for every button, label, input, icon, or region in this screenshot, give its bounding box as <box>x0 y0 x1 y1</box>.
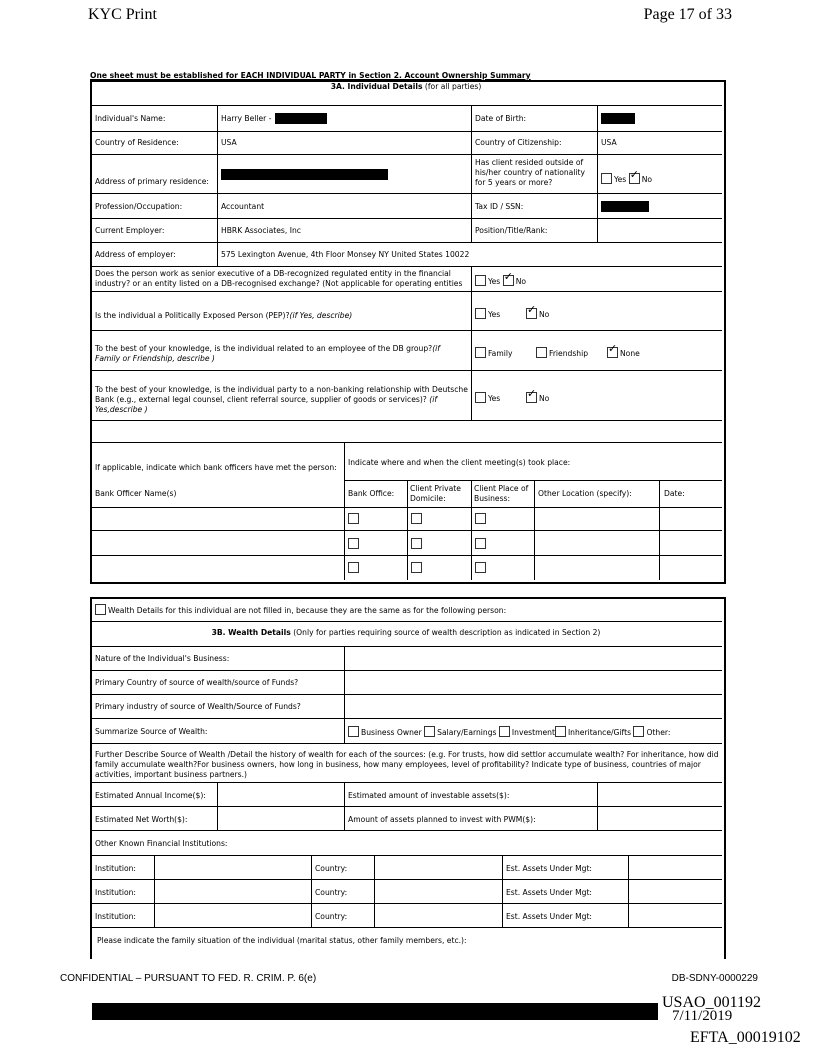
col-date: Date: <box>664 489 685 498</box>
investment-checkbox[interactable] <box>499 726 510 737</box>
party-yes-checkbox[interactable] <box>475 392 486 403</box>
confidential-notice: CONFIDENTIAL – PURSUANT TO FED. R. CRIM. P. 6(e) <box>60 973 317 984</box>
business-checkbox-2[interactable] <box>475 538 486 549</box>
print-header-title: KYC Print <box>88 6 157 23</box>
assets-pwm-label: Amount of assets planned to invest with PWM($): <box>348 815 536 824</box>
redaction-address <box>221 169 388 180</box>
est-assets-label-1: Est. Assets Under Mgt: <box>506 864 592 873</box>
stamp-date: 7/11/2019 <box>672 1008 733 1024</box>
meeting-label: Indicate where and when the client meeting(s) took place: <box>348 458 571 467</box>
wealth-source-options: Business Owner Salary/Earnings Investment Inheritance/Gifts Other: <box>348 726 670 738</box>
country-label-3: Country: <box>315 912 348 921</box>
domicile-checkbox-3[interactable] <box>411 562 422 573</box>
inheritance-checkbox[interactable] <box>555 726 566 737</box>
section-3a-title: 3A. Individual Details (for all parties) <box>330 82 482 91</box>
officers-label: If applicable, indicate which bank officers have met the person: <box>95 463 337 472</box>
business-owner-checkbox[interactable] <box>348 726 359 737</box>
same-as-checkbox[interactable] <box>95 604 106 615</box>
intro-instruction: One sheet must be established for EACH INDIVIDUAL PARTY in Section 2. Account Ownership Summary <box>90 71 531 80</box>
family-situation-label: Please indicate the family situation of the individual (marital status, other family members, etc.): <box>97 936 467 945</box>
profession-label: Profession/Occupation: <box>95 202 183 211</box>
institution-label-1: Institution: <box>95 864 136 873</box>
other-checkbox[interactable] <box>633 726 644 737</box>
redaction-name <box>275 113 327 124</box>
related-question: To the best of your knowledge, is the individual related to an employee of the DB group?(if Family or Friendship, describe ) <box>95 344 440 363</box>
name-label: Individual's Name: <box>95 114 166 123</box>
annual-income-label: Estimated Annual Income($): <box>95 791 206 800</box>
col-domicile: Client Private Domicile: <box>410 484 461 503</box>
col-other: Other Location (specify): <box>538 489 632 498</box>
taxid-label: Tax ID / SSN: <box>475 202 524 211</box>
redaction-footer <box>92 1003 658 1020</box>
employer-address-value: 575 Lexington Avenue, 4th Floor Monsey NY United States 10022 <box>221 250 470 259</box>
resided-outside-answer: Yes ✓ No <box>601 173 652 185</box>
related-friendship-checkbox[interactable] <box>536 347 547 358</box>
section-3a-box <box>90 80 726 584</box>
investable-assets-label: Estimated amount of investable assets($): <box>348 791 510 800</box>
position-label: Position/Title/Rank: <box>475 226 548 235</box>
country-label-2: Country: <box>315 888 348 897</box>
citizenship-label: Country of Citizenship: <box>475 138 562 147</box>
resided-yes-checkbox[interactable] <box>601 173 612 184</box>
same-as-statement: Wealth Details for this individual are not filled in, because they are the same as for the following person: <box>95 604 506 616</box>
bates-number: DB-SDNY-0000229 <box>671 973 758 984</box>
employer-label: Current Employer: <box>95 226 165 235</box>
office-checkbox-3[interactable] <box>348 562 359 573</box>
salary-checkbox[interactable] <box>424 726 435 737</box>
related-none-checkbox[interactable] <box>607 347 618 358</box>
institution-label-2: Institution: <box>95 888 136 897</box>
primary-country-label: Primary Country of source of wealth/source of Funds? <box>95 678 299 687</box>
efta-number: EFTA_00019102 <box>690 1029 801 1046</box>
further-describe-label: Further Describe Source of Wealth /Detail the history of wealth for each of the sources: (e.g. For trusts, how did settlor accumulate wealth? For inheritance, how did family accumulate wealth?For business owners, how long in business, how many employees, level of profitability? Indicate type of business, countries of major activities, important business partners.) <box>95 750 719 779</box>
senior-exec-no-checkbox[interactable] <box>503 275 514 286</box>
est-assets-label-3: Est. Assets Under Mgt: <box>506 912 592 921</box>
office-checkbox-2[interactable] <box>348 538 359 549</box>
name-value: Harry Beller - <box>221 114 272 123</box>
residence-value: USA <box>221 138 237 147</box>
employer-value: HBRK Associates, Inc <box>221 226 301 235</box>
col-business: Client Place of Business: <box>474 484 529 503</box>
dob-label: Date of Birth: <box>475 114 527 123</box>
profession-value: Accountant <box>221 202 265 211</box>
residence-label: Country of Residence: <box>95 138 179 147</box>
institution-label-3: Institution: <box>95 912 136 921</box>
other-institutions-label: Other Known Financial Institutions: <box>95 839 228 848</box>
office-checkbox-1[interactable] <box>348 513 359 524</box>
business-checkbox-1[interactable] <box>475 513 486 524</box>
pep-answer: Yes <box>475 308 500 320</box>
section-3b-title: 3B. Wealth Details (Only for parties requiring source of wealth description as indicated in Section 2) <box>211 628 601 637</box>
primary-industry-label: Primary industry of source of Wealth/Source of Funds? <box>95 702 301 711</box>
page-number: Page 17 of 33 <box>643 6 732 23</box>
employer-address-label: Address of employer: <box>95 250 176 259</box>
domicile-checkbox-2[interactable] <box>411 538 422 549</box>
domicile-checkbox-1[interactable] <box>411 513 422 524</box>
party-question: To the best of your knowledge, is the individual party to a non-banking relationship with Deutsche Bank (e.g., external legal counsel, client referral source, supplier of goods or services)? (if Yes,describe ) <box>95 385 468 414</box>
senior-exec-answer: Yes ✓ No <box>475 275 526 287</box>
est-assets-label-2: Est. Assets Under Mgt: <box>506 888 592 897</box>
nature-label: Nature of the Individual's Business: <box>95 654 230 663</box>
summarize-label: Summarize Source of Wealth: <box>95 727 208 736</box>
senior-exec-question: Does the person work as senior executive of a DB-recognized regulated entity in the financial industry? or an entity listed on a DB-recognised exchange? (Not applicable for operating entities <box>95 269 463 288</box>
redaction-dob <box>601 113 635 124</box>
pep-yes-checkbox[interactable] <box>475 308 486 319</box>
pep-no-checkbox[interactable] <box>526 308 537 319</box>
resided-no-checkbox[interactable] <box>629 173 640 184</box>
pep-question: Is the individual a Politically Exposed Person (PEP)?(if Yes, describe) <box>95 311 353 320</box>
redaction-taxid <box>601 201 649 212</box>
party-no-checkbox[interactable] <box>526 392 537 403</box>
net-worth-label: Estimated Net Worth($): <box>95 815 188 824</box>
address-label: Address of primary residence: <box>95 177 209 186</box>
resided-outside-question: Has client resided outside of his/her country of nationality for 5 years or more? <box>475 158 586 187</box>
col-office: Bank Office: <box>348 489 395 498</box>
business-checkbox-3[interactable] <box>475 562 486 573</box>
usao-stamp: USAO_001192 <box>662 994 761 1011</box>
col-officer: Bank Officer Name(s) <box>95 489 177 498</box>
senior-exec-yes-checkbox[interactable] <box>475 275 486 286</box>
country-label-1: Country: <box>315 864 348 873</box>
citizenship-value: USA <box>601 138 617 147</box>
related-family-checkbox[interactable] <box>475 347 486 358</box>
